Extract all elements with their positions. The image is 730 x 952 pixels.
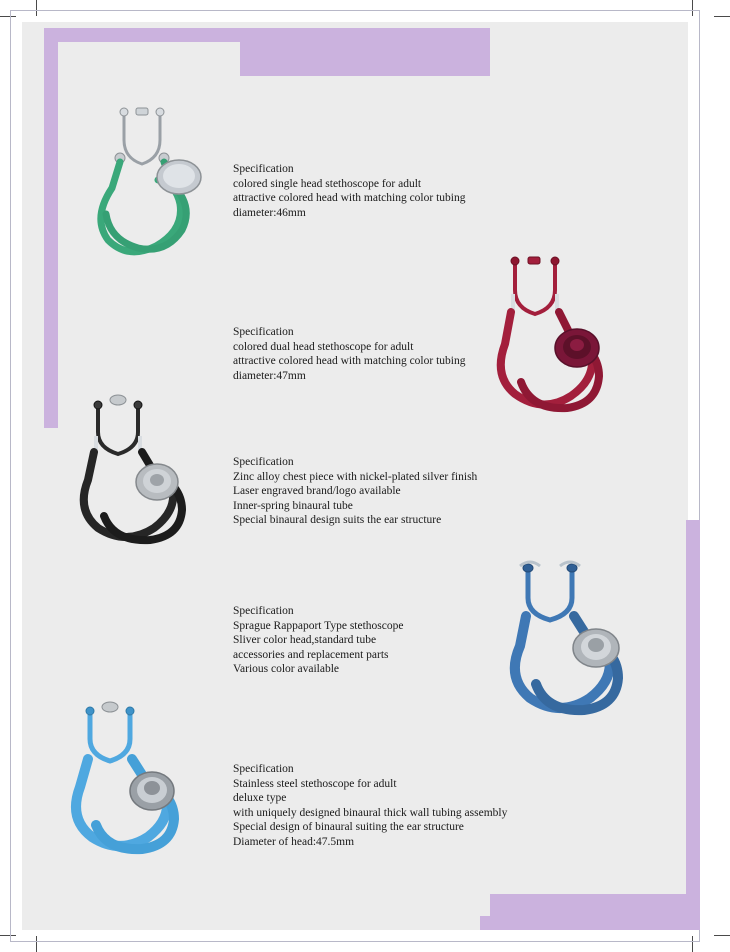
spec-line: Special binaural design suits the ear structure (233, 514, 442, 527)
spec-line: diameter:46mm (233, 206, 306, 219)
spec-line: Sprague Rappaport Type stethoscope (233, 619, 404, 632)
light-blue-dual-head-stethoscope (62, 695, 232, 855)
spec-line: Sliver color head,standard tube (233, 634, 377, 647)
spec-line: Diameter of head:47.5mm (233, 835, 355, 848)
spec-line: Various color available (233, 663, 340, 676)
spec-block (233, 455, 477, 528)
spec-line: Special design of binaural suiting the ear structure (233, 821, 464, 834)
spec-line: Laser engraved brand/logo available (233, 485, 401, 498)
spec-line: Stainless steel stethoscope for adult (233, 777, 397, 790)
spec-title: Specification (233, 605, 294, 617)
burgundy-dual-head-stethoscope (487, 248, 647, 418)
accent-bar-right (686, 520, 700, 928)
green-single-head-stethoscope (62, 100, 222, 260)
spec-block (233, 762, 507, 850)
spec-line: Inner-spring binaural tube (233, 499, 353, 512)
spec-block (233, 325, 465, 383)
spec-title: Specification (233, 763, 294, 775)
spec-line: accessories and replacement parts (233, 648, 389, 661)
accent-block-bottom (490, 894, 700, 930)
spec-title: Specification (233, 326, 294, 338)
spec-block (233, 604, 403, 677)
crop-mark-right-top (714, 16, 730, 17)
spec-block (233, 162, 465, 220)
spec-line: colored dual head stethoscope for adult (233, 340, 414, 353)
spec-line: deluxe type (233, 792, 287, 805)
spec-line: Zinc alloy chest piece with nickel-plated silver finish (233, 470, 478, 483)
spec-line: with uniquely designed binaural thick wall tubing assembly (233, 806, 508, 819)
spec-line: colored single head stethoscope for adult (233, 177, 422, 190)
blue-sprague-rappaport-stethoscope (500, 550, 670, 720)
crop-mark-right-bottom (714, 935, 730, 936)
spec-line: attractive colored head with matching color tubing (233, 192, 466, 205)
spec-title: Specification (233, 163, 294, 175)
black-dual-head-stethoscope (72, 386, 242, 546)
spec-title: Specification (233, 456, 294, 468)
accent-block-top (240, 28, 490, 76)
spec-line: diameter:47mm (233, 369, 306, 382)
accent-bar-left (44, 28, 58, 428)
spec-line: attractive colored head with matching color tubing (233, 355, 466, 368)
